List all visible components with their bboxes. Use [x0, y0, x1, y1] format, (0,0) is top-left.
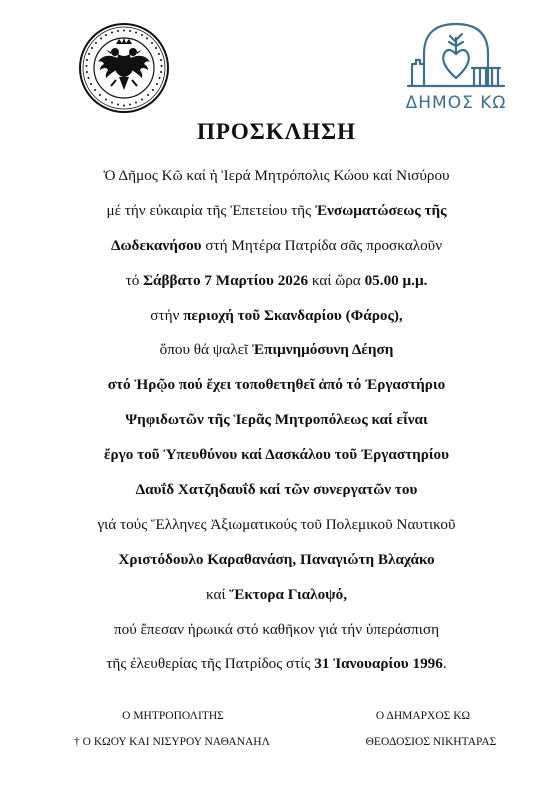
bold-text: Δωδεκανήσου: [110, 236, 202, 254]
invitation-line: [0, 201, 553, 221]
text: ὅπου θά ψαλεῖ: [159, 341, 252, 359]
page-title: ΠΡΟΣΚΛΗΣΗ: [196, 119, 357, 144]
bold-text: Ἐνσωματώσεως τῆς: [314, 201, 447, 219]
invitation-line: [0, 375, 553, 395]
invitation-line: [0, 271, 553, 291]
invitation-body: [0, 166, 553, 689]
invitation-line: [0, 410, 553, 430]
dimos-ko-logo-text: ΔΗΜΟΣ ΚΩ: [405, 93, 507, 113]
mayor-title: Ο ΔΗΜΑΡΧΟΣ ΚΩ: [375, 710, 471, 722]
text: Ὁ Δῆμος Κῶ καί ἡ Ἱερά Μητρόπολις Κώου καί Νισύρου: [103, 167, 450, 184]
mayor-name: ΘΕΟΔΟΣΙΟΣ ΝΙΚΗΤΑΡΑΣ: [365, 736, 497, 748]
invitation-line: [0, 550, 553, 570]
invitation-line: [0, 445, 553, 465]
invitation-line: [0, 306, 553, 326]
dimos-ko-emblem-icon: [404, 16, 508, 94]
text: πού ἔπεσαν ἡρωικά στό καθῆκον γιά τήν ὑπεράσπιση: [113, 620, 440, 638]
invitation-line: [0, 166, 553, 186]
bold-text: 31 Ἰανουαρίου 1996: [314, 655, 443, 673]
double-headed-eagle-icon: [78, 22, 170, 114]
bold-text: Δαυΐδ Χατζηδαυΐδ καί τῶν συνεργατῶν του: [135, 481, 418, 499]
text: .: [442, 655, 447, 673]
invitation-line: [0, 236, 553, 256]
text: τό: [125, 271, 144, 289]
bold-text: Σάββατο 7 Μαρτίου 2026: [143, 271, 309, 289]
invitation-line: [0, 654, 553, 674]
bold-text: Ψηφιδωτῶν τῆς Ἱερᾶς Μητροπόλεως καί εἶναι: [125, 411, 428, 429]
invitation-line: [0, 620, 553, 640]
bold-text: ἔργο τοῦ Ὑπευθύνου καί Δασκάλου τοῦ Ἐργαστηρίου: [103, 446, 450, 464]
invitation-line: [0, 585, 553, 605]
bold-text: Ἕκτορα Γιαλοψό,: [229, 585, 348, 603]
invitation-line: [0, 340, 553, 360]
text: τῆς ἐλευθερίας τῆς Πατρίδος στίς: [106, 655, 315, 673]
patriarchate-seal: [78, 22, 170, 114]
invitation-line: [0, 480, 553, 500]
text: στήν: [150, 306, 184, 324]
bold-text: περιοχή τοῦ Σκανδαρίου (Φάρος),: [183, 306, 403, 324]
bold-text: Ἐπιμνημόσυνη Δέηση: [251, 341, 394, 359]
bold-text: 05.00 μ.μ.: [364, 271, 428, 289]
metropolitan-name: † Ο ΚΩΟΥ ΚΑΙ ΝΙΣΥΡΟΥ ΝΑΘΑΝΑΗΛ: [74, 736, 270, 748]
invitation-line: [0, 515, 553, 535]
metropolitan-title: Ο ΜΗΤΡΟΠΟΛΙΤΗΣ: [122, 710, 224, 722]
text: καί ὥρα: [308, 271, 365, 289]
text: γιά τούς Ἕλληνες Ἀξιωματικούς τοῦ Πολεμικοῦ Ναυτικοῦ: [97, 515, 456, 533]
text: καί: [205, 585, 230, 603]
bold-text: στό Ἡρῷο πού ἔχει τοποθετηθεῖ ἀπό τό Ἐργαστήριο: [107, 376, 446, 394]
text: στή Μητέρα Πατρίδα σᾶς προσκαλοῦν: [201, 236, 443, 254]
bold-text: Χριστόδουλο Καραθανάση, Παναγιώτη Βλαχάκο: [118, 550, 435, 568]
text: μέ τήν εὐκαιρία τῆς Ἐπετείου τῆς: [106, 201, 315, 219]
